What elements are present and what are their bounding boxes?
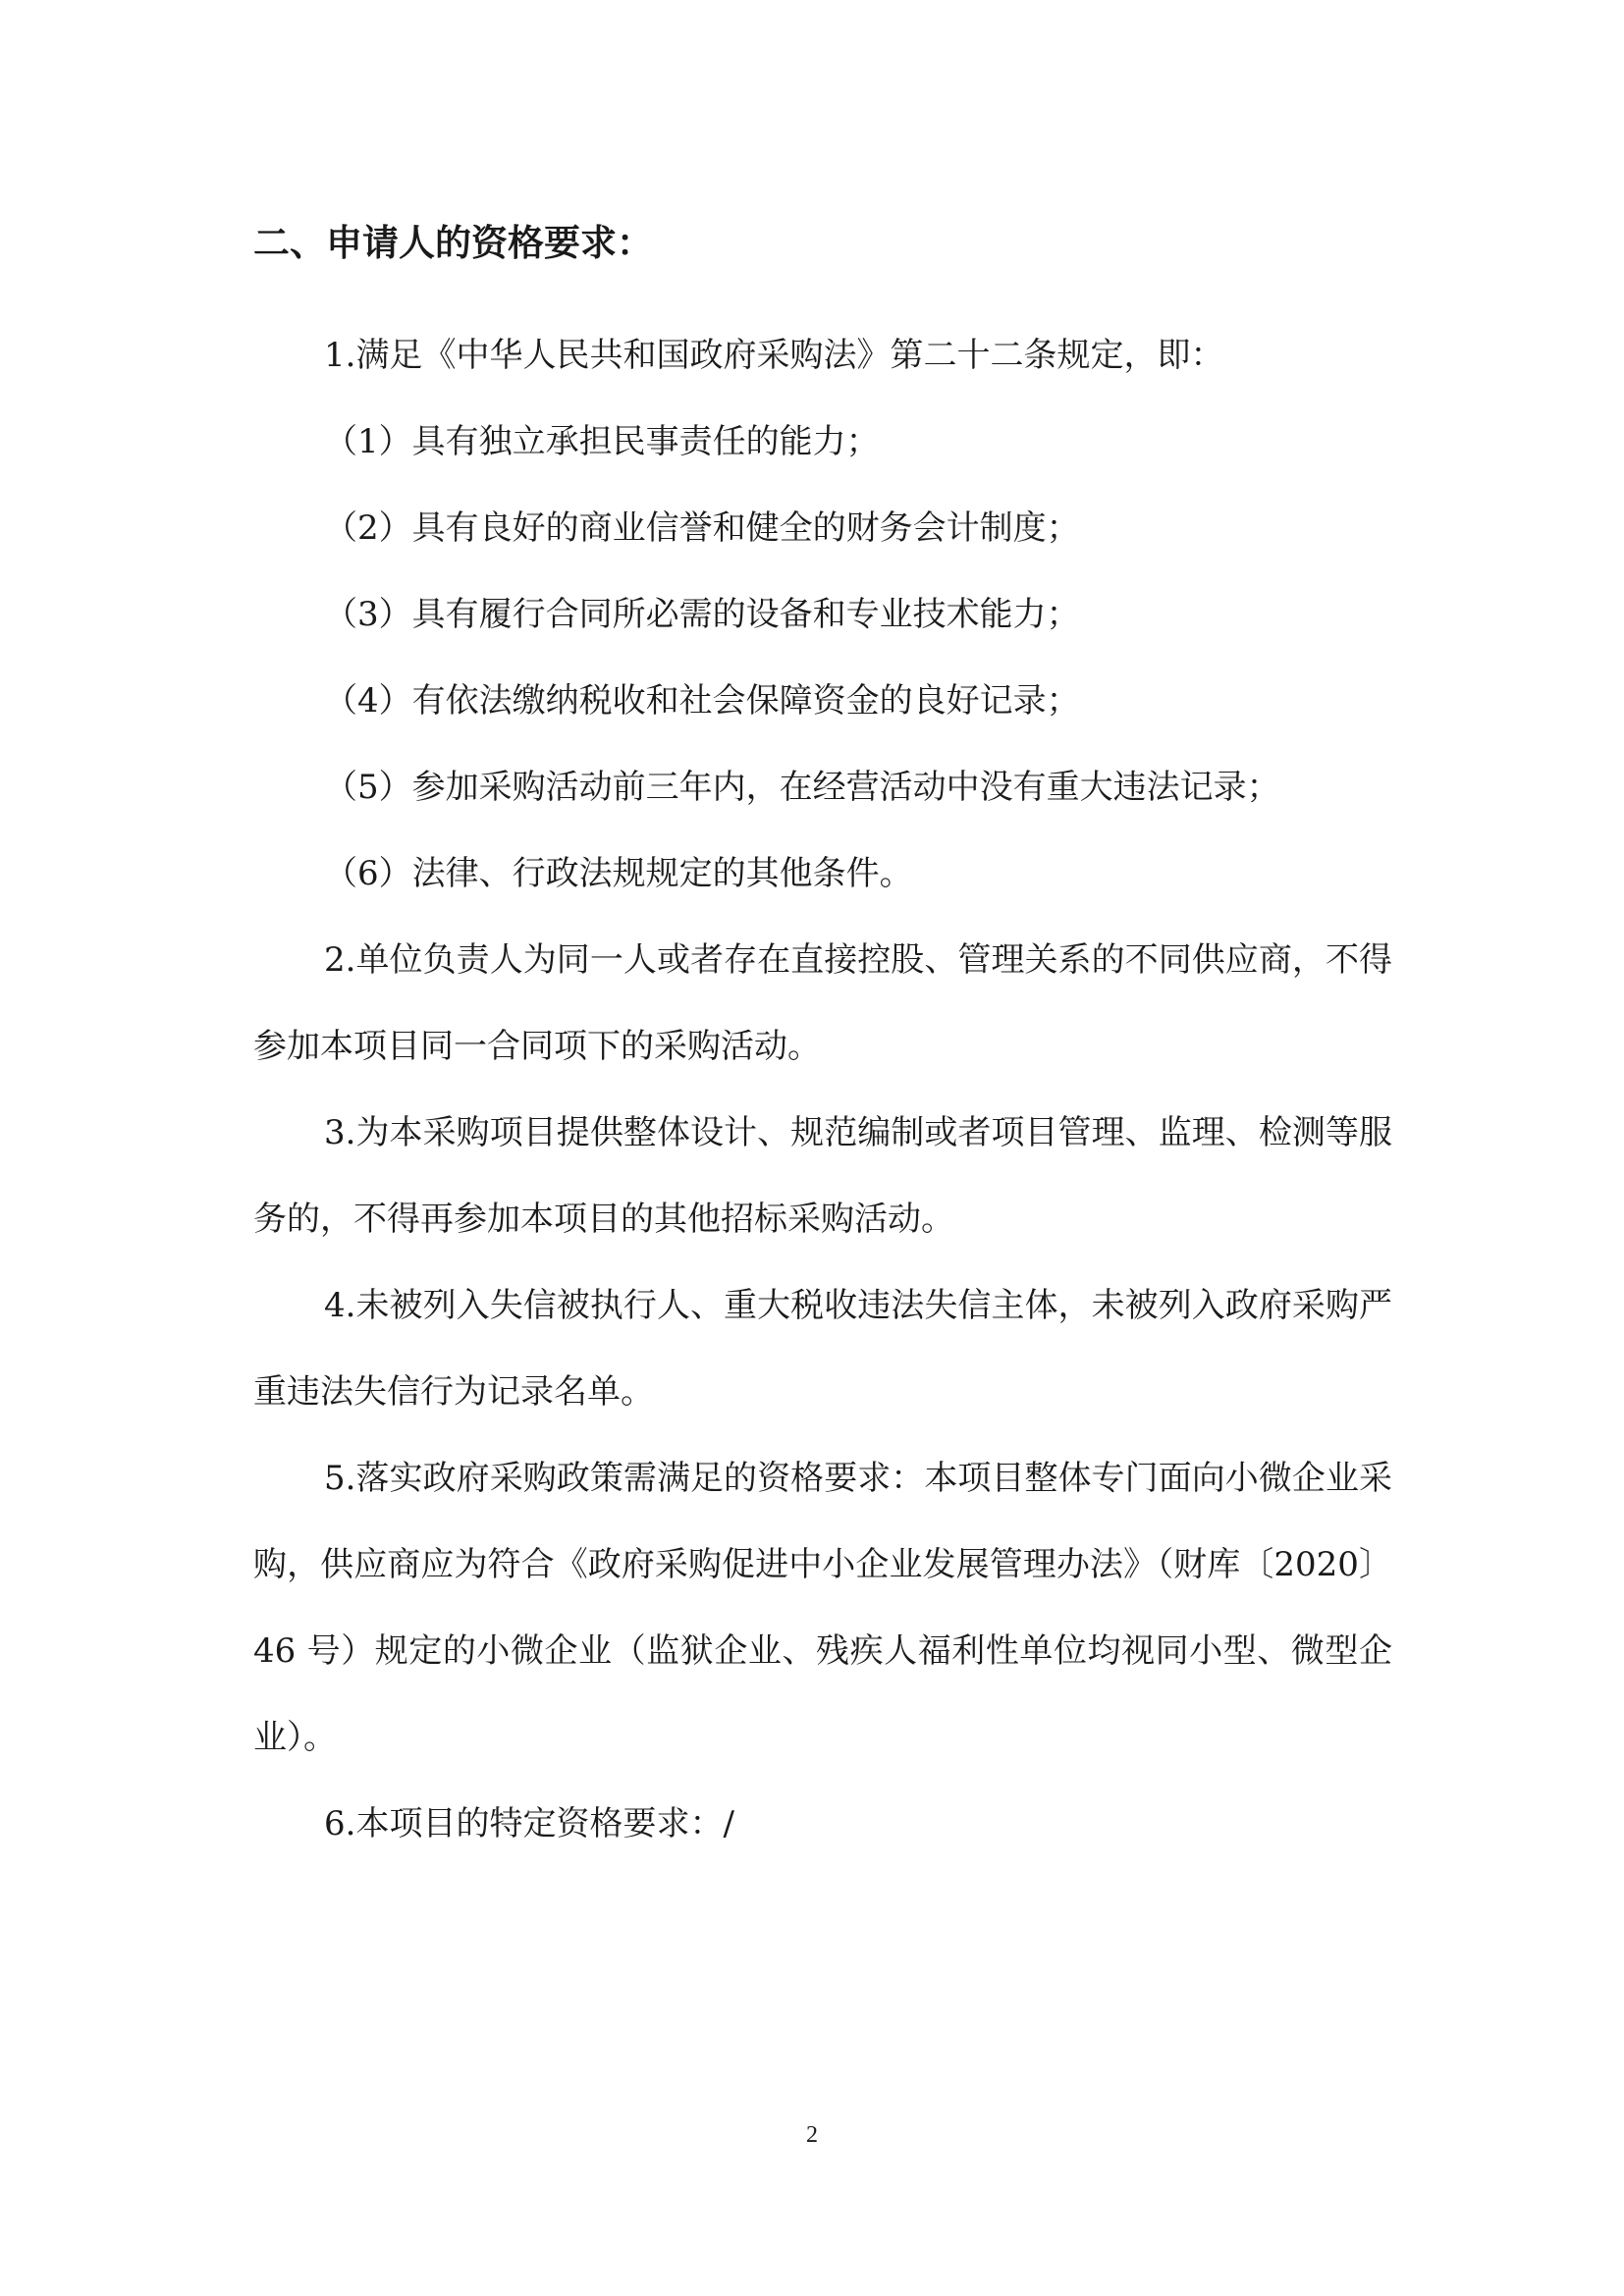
requirement-1-item-1: （1）具有独立承担民事责任的能力； [324, 422, 880, 461]
requirement-1-item-2: （2）具有良好的商业信誉和健全的财务会计制度； [324, 508, 1080, 548]
requirement-3: 3.为本采购项目提供整体设计、规范编制或者项目管理、监理、检测等服务的，不得再参加本项目的其他招标采购活动。 [253, 1113, 1392, 1239]
document-body [253, 214, 1392, 1867]
section-heading: 二、申请人的资格要求： [253, 222, 653, 264]
requirement-2: 2.单位负责人为同一人或者存在直接控股、管理关系的不同供应商，不得参加本项目同一合同项下的采购活动。 [253, 940, 1392, 1066]
requirement-4: 4.未被列入失信被执行人、重大税收违法失信主体，未被列入政府采购严重违法失信行为记录名单。 [253, 1286, 1392, 1412]
requirement-1-item-4: （4）有依法缴纳税收和社会保障资金的良好记录； [324, 681, 1080, 721]
requirement-1-item-5: （5）参加采购活动前三年内，在经营活动中没有重大违法记录； [324, 768, 1280, 807]
requirement-1-intro: 1.满足《中华人民共和国政府采购法》第二十二条规定，即： [324, 336, 1224, 375]
requirement-5: 5.落实政府采购政策需满足的资格要求：本项目整体专门面向小微企业采购，供应商应为符合《政府采购促进中小企业发展管理办法》（财库〔2020〕46 号）规定的小微企业（监狱企业、残疾人福利性单位均视同小型、微型企业）。 [253, 1459, 1392, 1757]
requirement-1-item-3: （3）具有履行合同所必需的设备和专业技术能力； [324, 595, 1080, 634]
requirement-6: 6.本项目的特定资格要求：/ [324, 1804, 734, 1843]
requirement-1-item-6: （6）法律、行政法规规定的其他条件。 [324, 854, 913, 893]
page-number: 2 [806, 2122, 818, 2148]
